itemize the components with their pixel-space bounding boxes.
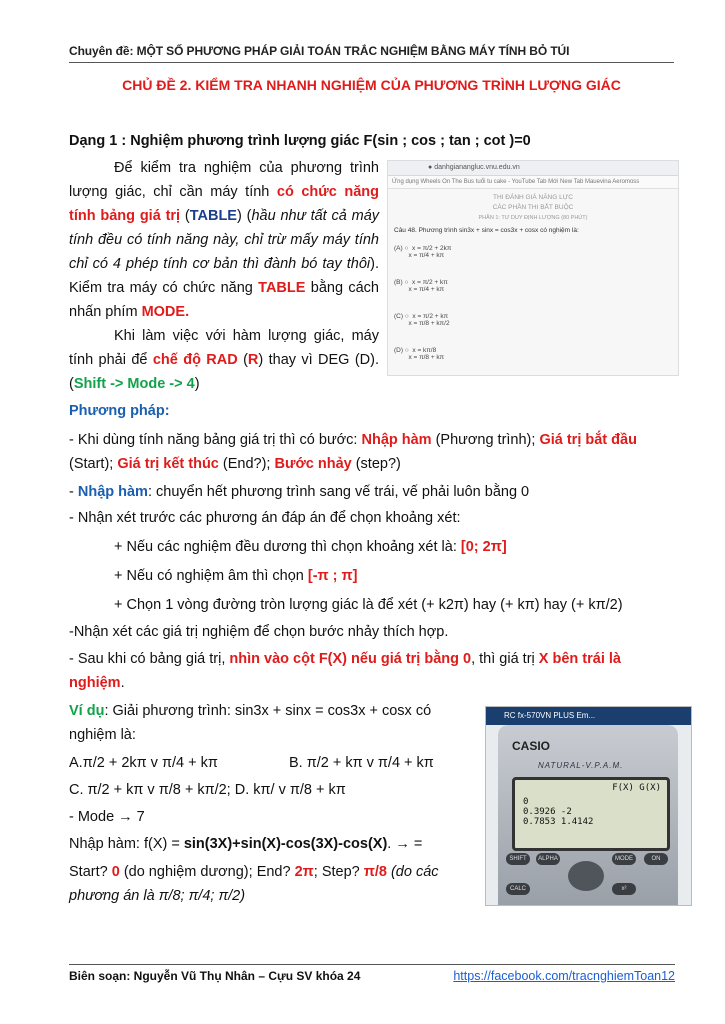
alpha-key[interactable]: ALPHA: [536, 853, 560, 865]
quiz-heading: THI ĐÁNH GIÁ NĂNG LỰC: [493, 194, 573, 201]
method-step-5: + Nếu có nghiệm âm thì chọn [-π ; π]: [114, 568, 358, 584]
example-question: Ví dụ: Giải phương trình: sin3x + sinx = cos3x + cosx có nghiệm là:: [69, 703, 432, 743]
method-step-6: + Chọn 1 vòng đường tròn lượng giác là để xét (+ k2π) hay (+ kπ) hay (+ kπ/2): [114, 597, 623, 613]
browser-address-bar: ● danhgianangluc.vnu.edu.vn: [388, 161, 678, 176]
radio-icon: ○: [404, 279, 409, 286]
bookmarks-bar: Ứng dụng Wheels On The Bus tuổi tu cake - YouTube Tab Mới New Tab Mauevina Aeromoss: [388, 176, 678, 189]
radio-icon: ○: [404, 245, 409, 252]
method-step-3: - Nhận xét trước các phương án đáp án để chọn khoảng xét:: [69, 510, 461, 526]
replay-pad-icon[interactable]: [568, 861, 604, 891]
display-row-1: 0: [523, 797, 529, 807]
mode-key[interactable]: MODE: [612, 853, 636, 865]
quiz-option-b[interactable]: (B) ○ x = π/2 + kπ x = π/4 + kπ: [394, 279, 448, 293]
method-step-4: + Nếu các nghiệm đều dương thì chọn khoảng xét là: [0; 2π]: [114, 539, 507, 555]
radio-icon: ○: [404, 313, 409, 320]
lock-icon: ●: [428, 164, 435, 171]
shift-key[interactable]: SHIFT: [506, 853, 530, 865]
radio-icon: ○: [404, 347, 409, 354]
display-row-3: 0.7853 1.4142: [523, 817, 594, 827]
section-heading: Dạng 1 : Nghiệm phương trình lượng giác F(sin ; cos ; tan ; cot )=0: [69, 133, 531, 149]
calculator-keypad: [506, 853, 670, 903]
quiz-part: PHẦN 1: TƯ DUY ĐỊNH LƯỢNG (80 PHÚT): [478, 215, 588, 221]
method-heading: Phương pháp:: [69, 403, 170, 419]
method-step-8: - Sau khi có bảng giá trị, nhìn vào cột F(X) nếu giá trị bằng 0, thì giá trị X bên trái là nghiệm.: [69, 651, 621, 691]
example-options-ab: A.π/2 + 2kπ v π/4 + kπ B. π/2 + kπ v π/4 + kπ: [69, 755, 434, 771]
quiz-question: Câu 48. Phương trình sin3x + sinx = cos3x + cosx có nghiệm là:: [394, 227, 579, 234]
calculator-screenshot: [485, 706, 692, 906]
quiz-subheading: CÁC PHẦN THI BẮT BUỘC: [492, 204, 574, 211]
display-row-2: 0.3926 -2: [523, 807, 572, 817]
rad-mode-paragraph: Khi làm việc với hàm lượng giác, máy tính phải để chế độ RAD (R) thay vì DEG (D). (Shift -> Mode -> 4): [69, 328, 379, 392]
example-range: Start? 0 (do nghiệm dương); End? 2π; Step? π/8 (do các phương án là π/8; π/4; π/2): [69, 864, 439, 904]
example-options-cd: C. π/2 + kπ v π/8 + kπ/2; D. kπ/ v π/8 + kπ: [69, 782, 346, 798]
on-key[interactable]: ON: [644, 853, 668, 865]
quiz-option-c[interactable]: (C) ○ x = π/2 + kπ x = π/8 + kπ/2: [394, 313, 450, 327]
page-header: Chuyên đề: MỘT SỐ PHƯƠNG PHÁP GIẢI TOÁN TRẮC NGHIỆM BẰNG MÁY TÍNH BỎ TÚI: [69, 44, 674, 63]
facebook-link[interactable]: https://facebook.com/tracnghiemToan12: [453, 969, 675, 983]
quiz-option-a[interactable]: (A) ○ x = π/2 + 2kπ x = π/4 + kπ: [394, 245, 452, 259]
page-footer: [69, 964, 675, 983]
author-credit: Biên soạn: Nguyễn Vũ Thụ Nhân – Cựu SV khóa 24: [69, 969, 361, 983]
calculator-body: [498, 725, 678, 905]
method-step-7: -Nhận xét các giá trị nghiệm để chọn bước nhảy thích hợp.: [69, 624, 449, 640]
calculator-model-label: NATURAL-V.P.A.M.: [538, 761, 624, 770]
display-header: F(X) G(X): [612, 783, 661, 793]
square-key[interactable]: x²: [612, 883, 636, 895]
example-input: Nhập hàm: f(X) = sin(3X)+sin(X)-cos(3X)-cos(X). → =: [69, 836, 423, 852]
method-step-2: - Nhập hàm: chuyển hết phương trình sang vế trái, vế phải luôn bằng 0: [69, 484, 530, 500]
emulator-title-bar: RC fx-570VN PLUS Em...: [486, 707, 691, 725]
intro-paragraph: Để kiểm tra nghiệm của phương trình lượng giác, chỉ cần máy tính có chức năng tính bảng giá trị (TABLE) (hầu như tất cả máy tính đều có tính năng này, chỉ trừ mấy máy tính chỉ có 4 phép tính cơ bản thì đành bó tay thôi). Kiểm tra máy có chức năng TABLE bằng cách nhấn phím MODE.: [69, 160, 380, 320]
calculator-display: [512, 777, 670, 851]
method-step-1: - Khi dùng tính năng bảng giá trị thì có bước: Nhập hàm (Phương trình); Giá trị bắt đầu (Start); Giá trị kết thúc (End?); Bước nhảy (step?): [69, 432, 637, 472]
casio-logo: CASIO: [512, 739, 551, 753]
chapter-title: CHỦ ĐỀ 2. KIỂM TRA NHANH NGHIỆM CỦA PHƯƠNG TRÌNH LƯỢNG GIÁC: [122, 77, 621, 93]
calc-key[interactable]: CALC: [506, 883, 530, 895]
quiz-screenshot: [387, 160, 679, 376]
quiz-option-d[interactable]: (D) ○ x = kπ/8 x = π/8 + kπ: [394, 347, 445, 361]
example-mode: - Mode → 7: [69, 809, 145, 825]
